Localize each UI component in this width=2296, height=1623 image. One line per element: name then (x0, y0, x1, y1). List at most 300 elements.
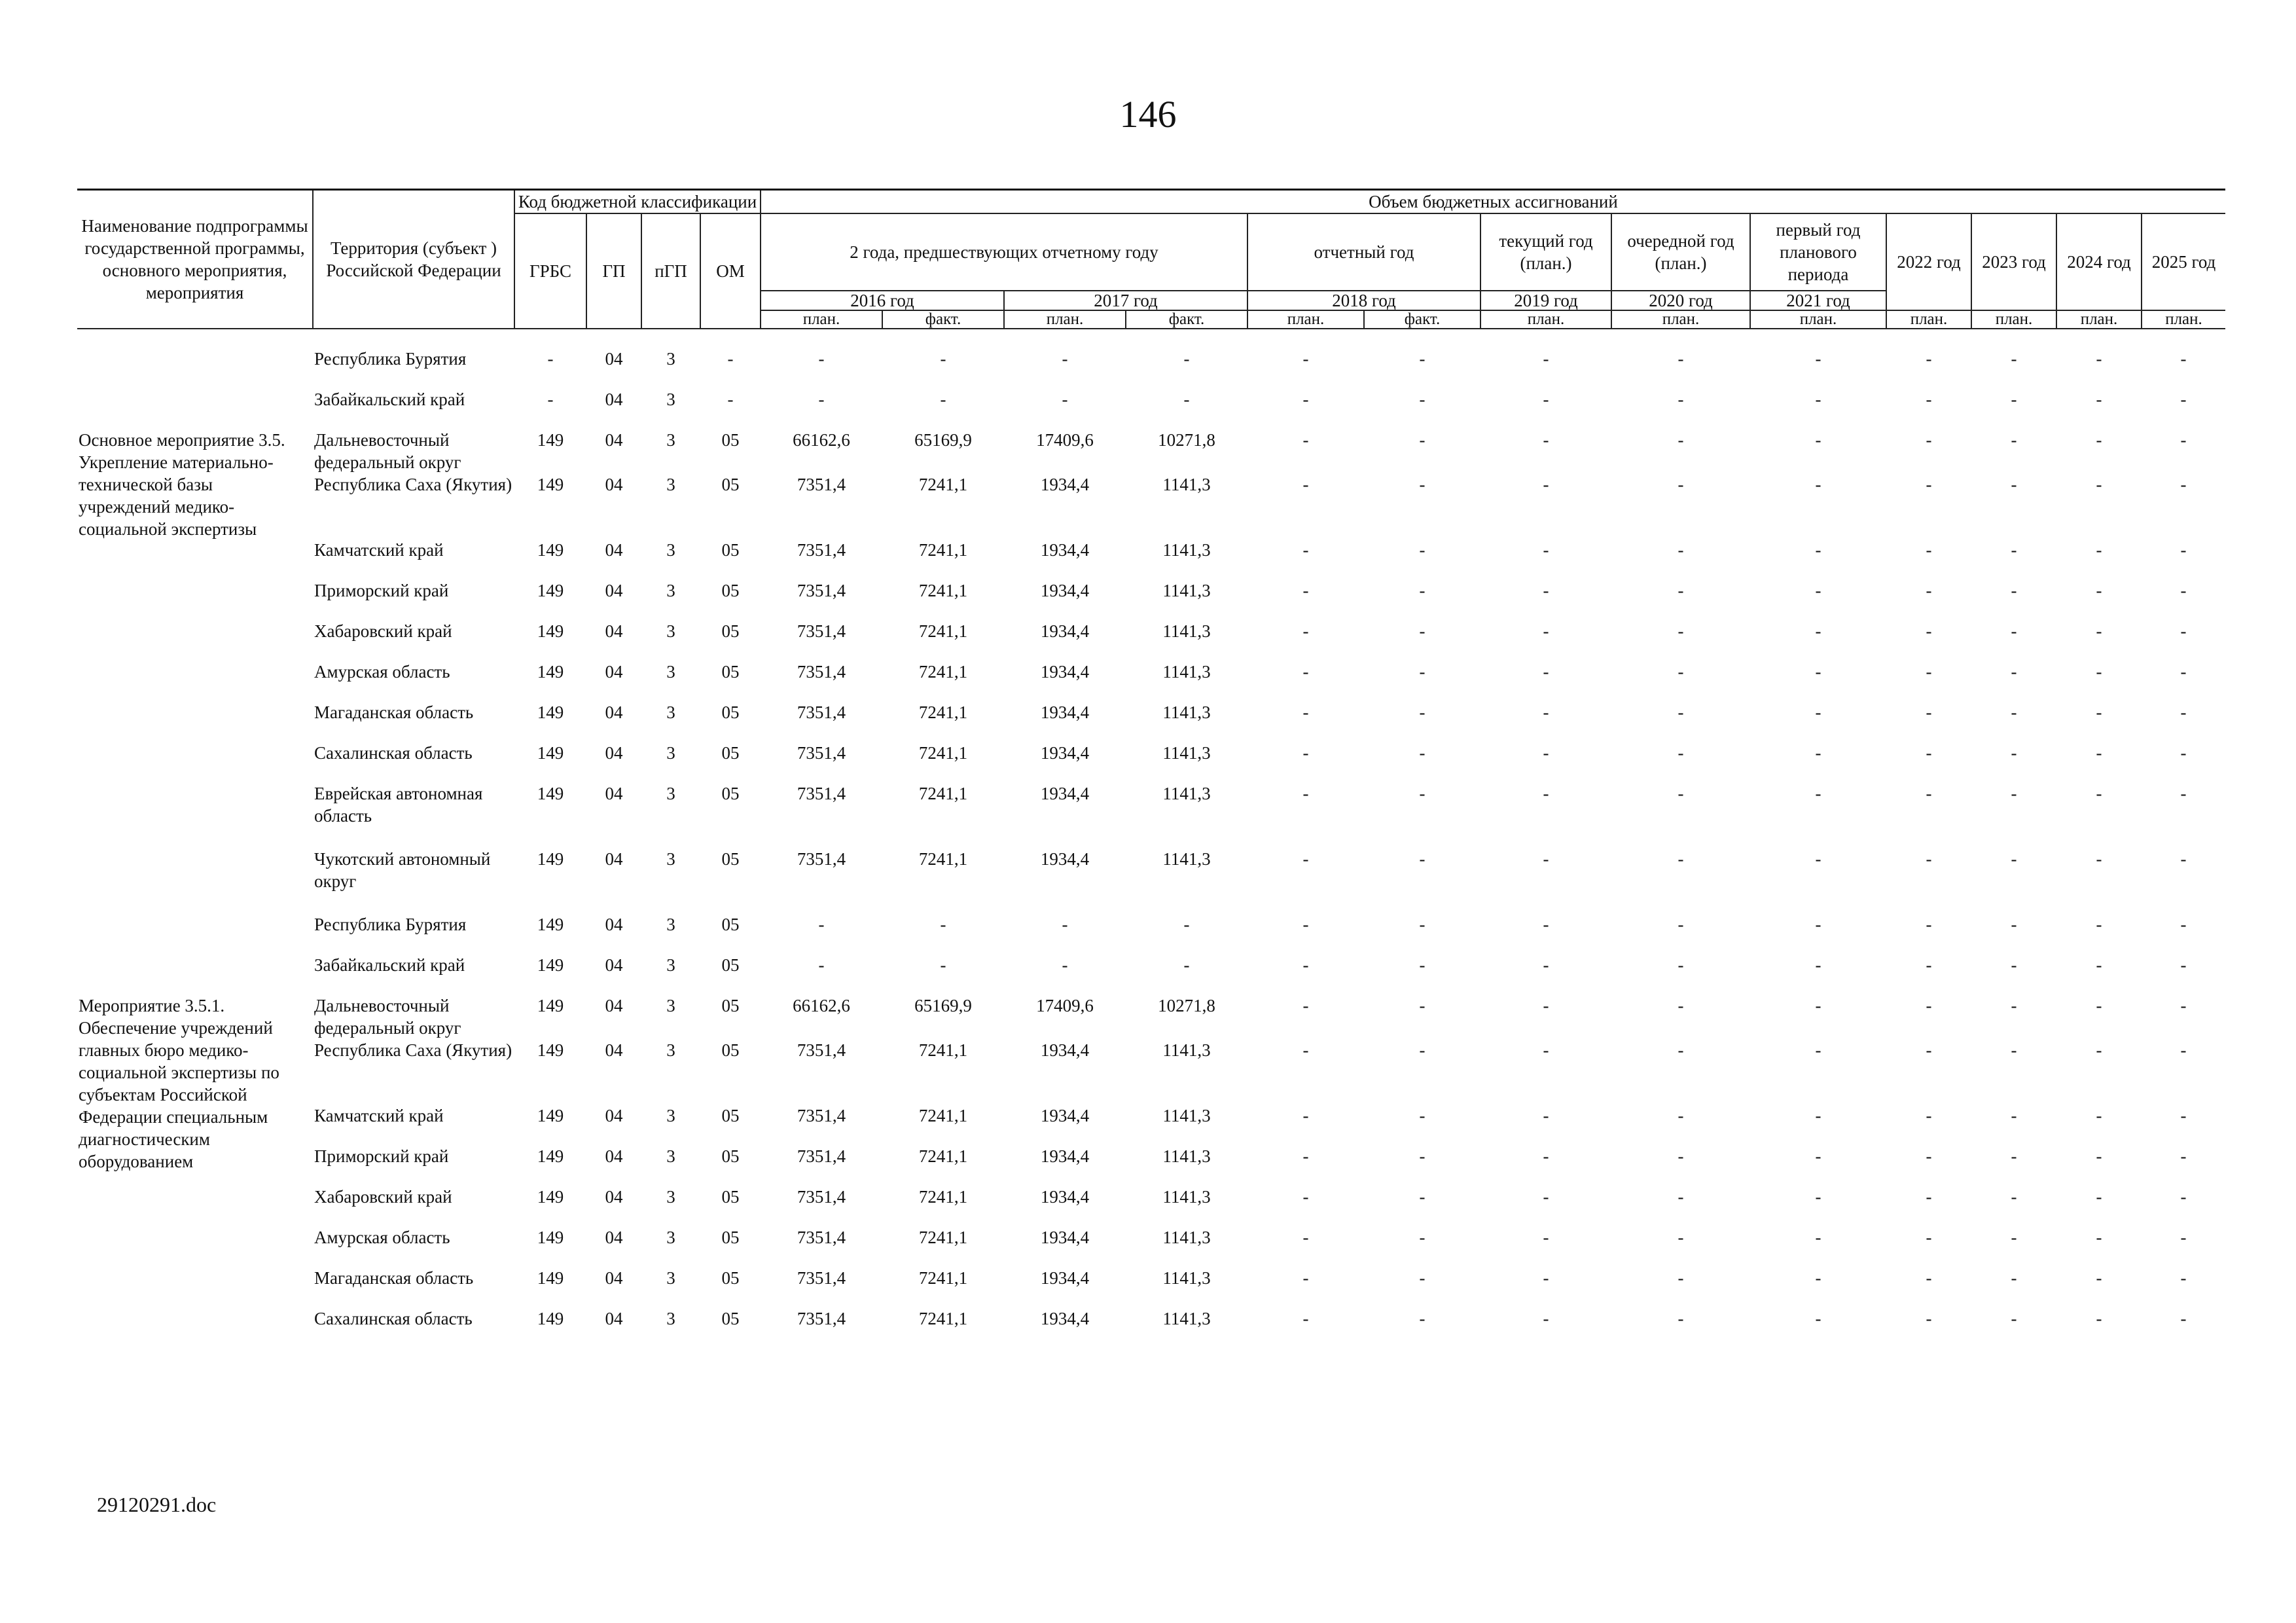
p2017-cell: 17409,6 (1036, 430, 1094, 450)
gp-cell: 04 (605, 743, 623, 763)
p2019-cell: - (1543, 1309, 1549, 1328)
territory-cell: Сахалинская область (314, 743, 473, 763)
p2020-cell: - (1677, 662, 1684, 682)
f2016-cell: 7241,1 (918, 662, 968, 682)
f2018-cell: - (1419, 743, 1426, 763)
table-row (77, 473, 2225, 539)
p2024-cell: - (2096, 540, 2102, 560)
p2021-cell: - (1815, 1040, 1821, 1060)
p2022-cell: - (1926, 955, 1932, 975)
p2022-cell: - (1926, 784, 1932, 803)
om-cell: 05 (721, 430, 740, 450)
territory-cell: Забайкальский край (314, 390, 465, 409)
measure-name-empty (77, 954, 313, 994)
header-plan: план. (2142, 310, 2225, 329)
p2017-cell: 1934,4 (1040, 743, 1090, 763)
f2017-cell: 1141,3 (1162, 475, 1211, 494)
gp-cell: 04 (605, 1228, 623, 1247)
p2023-cell: - (2011, 581, 2017, 600)
p2020-cell: - (1677, 1106, 1684, 1125)
grbs-cell: 149 (537, 702, 564, 722)
p2024-cell: - (2096, 915, 2102, 934)
gp-cell: 04 (605, 662, 623, 682)
p2019-cell: - (1543, 662, 1549, 682)
p2017-cell: 1934,4 (1040, 621, 1090, 641)
header-2022: 2022 год (1886, 213, 1971, 310)
p2025-cell: - (2180, 1268, 2187, 1288)
p2025-cell: - (2180, 581, 2187, 600)
f2016-cell: - (940, 915, 946, 934)
p2022-cell: - (1926, 662, 1932, 682)
f2016-cell: 7241,1 (918, 1268, 968, 1288)
p2017-cell: 1934,4 (1040, 581, 1090, 600)
p2023-cell: - (2011, 540, 2017, 560)
f2017-cell: 10271,8 (1158, 996, 1215, 1015)
p2018-cell: - (1302, 1187, 1309, 1207)
f2018-cell: - (1419, 915, 1426, 934)
p2025-cell: - (2180, 743, 2187, 763)
f2016-cell: 7241,1 (918, 784, 968, 803)
f2018-cell: - (1419, 581, 1426, 600)
document-filename: 29120291.doc (97, 1493, 217, 1516)
territory-cell: Республика Бурятия (314, 915, 467, 934)
f2018-cell: - (1419, 1187, 1426, 1207)
table-row (77, 701, 2225, 742)
f2018-cell: - (1419, 996, 1426, 1015)
header-2024: 2024 год (2056, 213, 2142, 310)
p2025-cell: - (2180, 1228, 2187, 1247)
table-row (77, 994, 2225, 1039)
territory-cell: Приморский край (314, 1146, 449, 1166)
table-header (77, 190, 2225, 329)
p2021-cell: - (1815, 1228, 1821, 1247)
p2023-cell: - (2011, 1146, 2017, 1166)
p2020-cell: - (1677, 581, 1684, 600)
pgp-cell: 3 (666, 621, 675, 641)
territory-cell: Забайкальский край (314, 955, 465, 975)
grbs-cell: 149 (537, 955, 564, 975)
table-row (77, 348, 2225, 388)
table-row (77, 1104, 2225, 1145)
om-cell: 05 (721, 915, 740, 934)
p2016-cell: 7351,4 (797, 475, 846, 494)
f2018-cell: - (1419, 349, 1426, 369)
p2021-cell: - (1815, 702, 1821, 722)
table-row (77, 620, 2225, 661)
om-cell: 05 (721, 1309, 740, 1328)
p2016-cell: 7351,4 (797, 581, 846, 600)
f2016-cell: 7241,1 (918, 621, 968, 641)
om-cell: 05 (721, 662, 740, 682)
territory-cell: Республика Саха (Якутия) (314, 1040, 512, 1060)
gp-cell: 04 (605, 1146, 623, 1166)
territory-cell: Приморский край (314, 581, 449, 600)
territory-cell: Еврейская автономная область (314, 784, 483, 826)
p2016-cell: 7351,4 (797, 1228, 846, 1247)
p2022-cell: - (1926, 1106, 1932, 1125)
f2018-cell: - (1419, 430, 1426, 450)
gp-cell: 04 (605, 849, 623, 869)
measure-name-empty (77, 388, 313, 429)
p2023-cell: - (2011, 996, 2017, 1015)
om-cell: 05 (721, 1187, 740, 1207)
grbs-cell: 149 (537, 475, 564, 494)
header-om: ОМ (700, 213, 761, 329)
p2024-cell: - (2096, 662, 2102, 682)
header-fact: факт. (882, 310, 1004, 329)
p2019-cell: - (1543, 581, 1549, 600)
grbs-cell: 149 (537, 849, 564, 869)
p2021-cell: - (1815, 1146, 1821, 1166)
table-row (77, 742, 2225, 782)
p2016-cell: 7351,4 (797, 1106, 846, 1125)
p2024-cell: - (2096, 430, 2102, 450)
table-row (77, 782, 2225, 848)
territory-cell: Магаданская область (314, 1268, 474, 1288)
p2020-cell: - (1677, 430, 1684, 450)
p2023-cell: - (2011, 1228, 2017, 1247)
header-volume: Объем бюджетных ассигнований (761, 190, 2225, 214)
p2019-cell: - (1543, 621, 1549, 641)
p2020-cell: - (1677, 702, 1684, 722)
p2021-cell: - (1815, 430, 1821, 450)
p2024-cell: - (2096, 743, 2102, 763)
p2024-cell: - (2096, 475, 2102, 494)
p2022-cell: - (1926, 621, 1932, 641)
p2025-cell: - (2180, 996, 2187, 1015)
f2018-cell: - (1419, 390, 1426, 409)
p2022-cell: - (1926, 702, 1932, 722)
f2016-cell: - (940, 390, 946, 409)
header-fact: факт. (1126, 310, 1247, 329)
p2023-cell: - (2011, 955, 2017, 975)
f2016-cell: 7241,1 (918, 1228, 968, 1247)
pgp-cell: 3 (666, 581, 675, 600)
p2018-cell: - (1302, 475, 1309, 494)
header-plan: план. (1247, 310, 1364, 329)
table-body (77, 329, 2225, 1348)
p2017-cell: - (1062, 915, 1068, 934)
p2023-cell: - (2011, 743, 2017, 763)
header-plan: план. (1886, 310, 1971, 329)
p2017-cell: 1934,4 (1040, 1309, 1090, 1328)
om-cell: 05 (721, 1040, 740, 1060)
p2016-cell: - (818, 349, 825, 369)
f2017-cell: 1141,3 (1162, 1187, 1211, 1207)
p2016-cell: 7351,4 (797, 849, 846, 869)
header-spacer (77, 329, 2225, 348)
p2019-cell: - (1543, 849, 1549, 869)
p2024-cell: - (2096, 702, 2102, 722)
p2023-cell: - (2011, 1040, 2017, 1060)
p2017-cell: 1934,4 (1040, 1040, 1090, 1060)
om-cell: 05 (721, 621, 740, 641)
p2019-cell: - (1543, 1146, 1549, 1166)
page-number: 146 (1119, 93, 1177, 136)
p2025-cell: - (2180, 915, 2187, 934)
f2018-cell: - (1419, 621, 1426, 641)
p2023-cell: - (2011, 1106, 2017, 1125)
p2021-cell: - (1815, 475, 1821, 494)
p2020-cell: - (1677, 915, 1684, 934)
p2018-cell: - (1302, 702, 1309, 722)
f2018-cell: - (1419, 540, 1426, 560)
p2021-cell: - (1815, 349, 1821, 369)
table-row (77, 1186, 2225, 1226)
om-cell: 05 (721, 1106, 740, 1125)
header-reporting: отчетный год (1247, 213, 1480, 291)
p2018-cell: - (1302, 1146, 1309, 1166)
p2022-cell: - (1926, 581, 1932, 600)
p2022-cell: - (1926, 1228, 1932, 1247)
f2017-cell: 1141,3 (1162, 621, 1211, 641)
p2025-cell: - (2180, 390, 2187, 409)
p2023-cell: - (2011, 430, 2017, 450)
om-cell: 05 (721, 1228, 740, 1247)
p2023-cell: - (2011, 349, 2017, 369)
om-cell: 05 (721, 581, 740, 600)
header-2023: 2023 год (1971, 213, 2056, 310)
p2016-cell: 66162,6 (793, 996, 850, 1015)
p2017-cell: 1934,4 (1040, 784, 1090, 803)
f2018-cell: - (1419, 849, 1426, 869)
header-next: очередной год (план.) (1611, 213, 1750, 291)
grbs-cell: 149 (537, 621, 564, 641)
grbs-cell: 149 (537, 1309, 564, 1328)
p2021-cell: - (1815, 581, 1821, 600)
om-cell: 05 (721, 955, 740, 975)
pgp-cell: 3 (666, 955, 675, 975)
p2016-cell: 7351,4 (797, 1268, 846, 1288)
p2021-cell: - (1815, 1268, 1821, 1288)
p2019-cell: - (1543, 915, 1549, 934)
p2021-cell: - (1815, 955, 1821, 975)
pgp-cell: 3 (666, 1146, 675, 1166)
p2019-cell: - (1543, 1040, 1549, 1060)
pgp-cell: 3 (666, 540, 675, 560)
p2024-cell: - (2096, 955, 2102, 975)
p2017-cell: 1934,4 (1040, 475, 1090, 494)
om-cell: 05 (721, 540, 740, 560)
p2023-cell: - (2011, 849, 2017, 869)
om-cell: 05 (721, 849, 740, 869)
p2018-cell: - (1302, 540, 1309, 560)
header-plan: план. (1971, 310, 2056, 329)
p2021-cell: - (1815, 621, 1821, 641)
gp-cell: 04 (605, 390, 623, 409)
om-cell: 05 (721, 743, 740, 763)
table-row (77, 1307, 2225, 1348)
om-cell: 05 (721, 1268, 740, 1288)
p2023-cell: - (2011, 475, 2017, 494)
p2019-cell: - (1543, 743, 1549, 763)
om-cell: 05 (721, 702, 740, 722)
p2022-cell: - (1926, 540, 1932, 560)
header-two-years: 2 года, предшествующих отчетному году (761, 213, 1247, 291)
f2016-cell: 7241,1 (918, 702, 968, 722)
f2018-cell: - (1419, 1268, 1426, 1288)
territory-cell: Хабаровский край (314, 1187, 452, 1207)
header-year-2016: 2016 год (761, 291, 1004, 310)
p2024-cell: - (2096, 1187, 2102, 1207)
f2016-cell: 7241,1 (918, 1106, 968, 1125)
p2025-cell: - (2180, 849, 2187, 869)
pgp-cell: 3 (666, 475, 675, 494)
measure-name-empty (77, 348, 313, 388)
f2017-cell: 1141,3 (1162, 743, 1211, 763)
p2017-cell: 17409,6 (1036, 996, 1094, 1015)
p2018-cell: - (1302, 1106, 1309, 1125)
pgp-cell: 3 (666, 1106, 675, 1125)
p2024-cell: - (2096, 849, 2102, 869)
p2016-cell: 7351,4 (797, 743, 846, 763)
p2020-cell: - (1677, 475, 1684, 494)
territory-cell: Республика Бурятия (314, 349, 467, 369)
territory-cell: Камчатский край (314, 540, 444, 560)
header-gp: ГП (586, 213, 641, 329)
p2020-cell: - (1677, 1187, 1684, 1207)
f2016-cell: - (940, 955, 946, 975)
p2019-cell: - (1543, 390, 1549, 409)
p2020-cell: - (1677, 743, 1684, 763)
p2021-cell: - (1815, 915, 1821, 934)
pgp-cell: 3 (666, 1040, 675, 1060)
f2017-cell: - (1183, 915, 1190, 934)
f2017-cell: 1141,3 (1162, 1146, 1211, 1166)
territory-cell: Дальневосточный федеральный округ (314, 996, 461, 1038)
p2018-cell: - (1302, 955, 1309, 975)
f2017-cell: 1141,3 (1162, 784, 1211, 803)
p2018-cell: - (1302, 581, 1309, 600)
p2017-cell: - (1062, 955, 1068, 975)
f2016-cell: 7241,1 (918, 743, 968, 763)
p2018-cell: - (1302, 784, 1309, 803)
f2018-cell: - (1419, 1309, 1426, 1328)
p2022-cell: - (1926, 475, 1932, 494)
p2024-cell: - (2096, 1040, 2102, 1060)
p2025-cell: - (2180, 784, 2187, 803)
p2025-cell: - (2180, 540, 2187, 560)
p2023-cell: - (2011, 1187, 2017, 1207)
p2018-cell: - (1302, 849, 1309, 869)
p2017-cell: 1934,4 (1040, 849, 1090, 869)
p2023-cell: - (2011, 390, 2017, 409)
territory-cell: Амурская область (314, 1228, 450, 1247)
p2018-cell: - (1302, 349, 1309, 369)
p2022-cell: - (1926, 743, 1932, 763)
grbs-cell: 149 (537, 784, 564, 803)
header-fact: факт. (1364, 310, 1480, 329)
om-cell: 05 (721, 784, 740, 803)
p2018-cell: - (1302, 743, 1309, 763)
table-row (77, 661, 2225, 701)
p2022-cell: - (1926, 1309, 1932, 1328)
p2024-cell: - (2096, 784, 2102, 803)
p2016-cell: 7351,4 (797, 702, 846, 722)
p2024-cell: - (2096, 1268, 2102, 1288)
p2022-cell: - (1926, 349, 1932, 369)
p2019-cell: - (1543, 1228, 1549, 1247)
measure-name: Мероприятие 3.5.1. Обеспечение учреждений главных бюро медико-социальной экспертизы по субъектам Российской Федерации специальным диагностическим оборудованием (79, 996, 279, 1171)
grbs-cell: 149 (537, 915, 564, 934)
p2025-cell: - (2180, 475, 2187, 494)
gp-cell: 04 (605, 1187, 623, 1207)
f2017-cell: 1141,3 (1162, 849, 1211, 869)
p2020-cell: - (1677, 621, 1684, 641)
grbs-cell: 149 (537, 1146, 564, 1166)
om-cell: 05 (721, 996, 740, 1015)
territory-cell: Камчатский край (314, 1106, 444, 1125)
p2022-cell: - (1926, 390, 1932, 409)
p2024-cell: - (2096, 996, 2102, 1015)
territory-cell: Амурская область (314, 662, 450, 682)
grbs-cell: - (547, 349, 554, 369)
table-row (77, 848, 2225, 913)
p2018-cell: - (1302, 1040, 1309, 1060)
gp-cell: 04 (605, 475, 623, 494)
p2019-cell: - (1543, 430, 1549, 450)
p2020-cell: - (1677, 540, 1684, 560)
p2025-cell: - (2180, 621, 2187, 641)
pgp-cell: 3 (666, 743, 675, 763)
pgp-cell: 3 (666, 349, 675, 369)
p2016-cell: 7351,4 (797, 540, 846, 560)
p2021-cell: - (1815, 849, 1821, 869)
header-pgp: пГП (641, 213, 700, 329)
table-row (77, 388, 2225, 429)
f2016-cell: 7241,1 (918, 849, 968, 869)
pgp-cell: 3 (666, 1309, 675, 1328)
table-row (77, 1039, 2225, 1104)
gp-cell: 04 (605, 349, 623, 369)
p2025-cell: - (2180, 1309, 2187, 1328)
p2023-cell: - (2011, 702, 2017, 722)
p2021-cell: - (1815, 1187, 1821, 1207)
f2016-cell: 7241,1 (918, 581, 968, 600)
p2025-cell: - (2180, 1040, 2187, 1060)
f2016-cell: 7241,1 (918, 1040, 968, 1060)
p2020-cell: - (1677, 955, 1684, 975)
p2018-cell: - (1302, 1228, 1309, 1247)
gp-cell: 04 (605, 915, 623, 934)
p2019-cell: - (1543, 540, 1549, 560)
p2017-cell: 1934,4 (1040, 662, 1090, 682)
table-row (77, 954, 2225, 994)
territory-cell: Республика Саха (Якутия) (314, 475, 512, 494)
pgp-cell: 3 (666, 1268, 675, 1288)
p2019-cell: - (1543, 955, 1549, 975)
p2023-cell: - (2011, 915, 2017, 934)
p2025-cell: - (2180, 1187, 2187, 1207)
pgp-cell: 3 (666, 390, 675, 409)
p2023-cell: - (2011, 784, 2017, 803)
p2025-cell: - (2180, 662, 2187, 682)
p2023-cell: - (2011, 621, 2017, 641)
p2018-cell: - (1302, 1309, 1309, 1328)
f2016-cell: 7241,1 (918, 1309, 968, 1328)
header-year-2018: 2018 год (1247, 291, 1480, 310)
p2022-cell: - (1926, 1268, 1932, 1288)
p2018-cell: - (1302, 1268, 1309, 1288)
p2021-cell: - (1815, 784, 1821, 803)
header-year-2017: 2017 год (1004, 291, 1247, 310)
f2017-cell: 1141,3 (1162, 1228, 1211, 1247)
p2019-cell: - (1543, 996, 1549, 1015)
pgp-cell: 3 (666, 784, 675, 803)
p2025-cell: - (2180, 1146, 2187, 1166)
table-row (77, 1267, 2225, 1307)
p2018-cell: - (1302, 915, 1309, 934)
